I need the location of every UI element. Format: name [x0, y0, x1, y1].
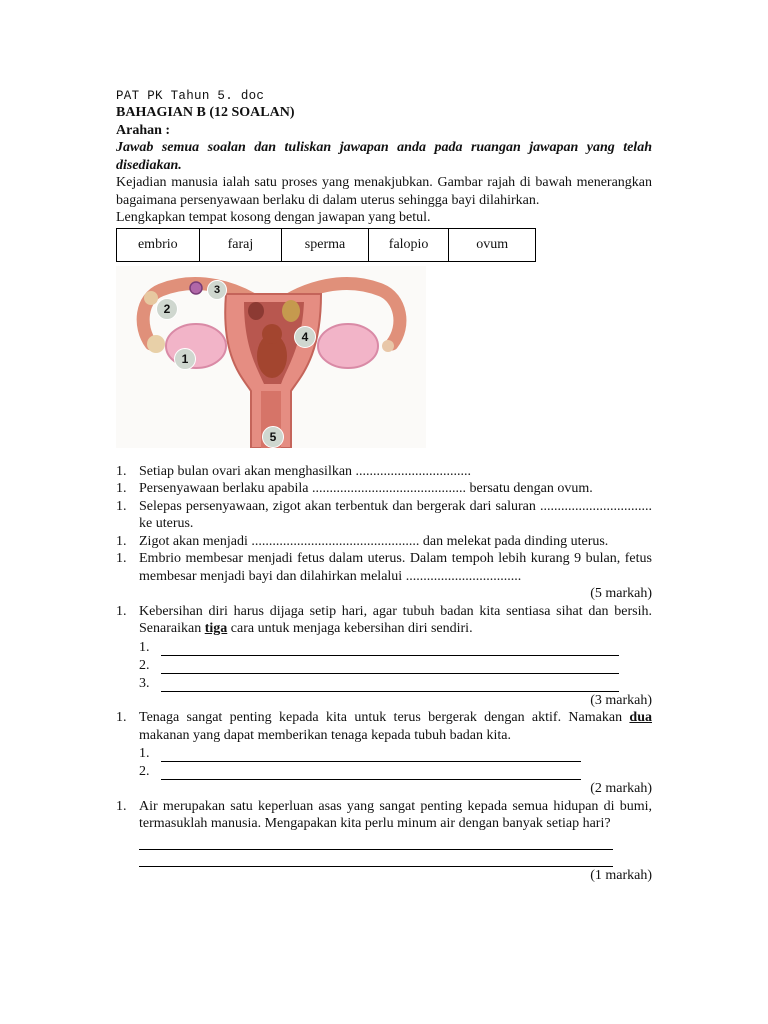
- diagram-label-2: 2: [156, 298, 178, 320]
- answer-row[interactable]: [116, 656, 652, 674]
- file-name: PAT PK Tahun 5. doc: [116, 89, 265, 103]
- question-emphasis: tiga: [204, 621, 228, 636]
- question-number: 1.: [116, 463, 127, 479]
- answer-number: 1.: [139, 746, 150, 761]
- answer-row[interactable]: [116, 638, 652, 656]
- q1-marks: (5 markah): [590, 586, 652, 601]
- q4-marks: (1 markah): [590, 867, 652, 883]
- diagram-label-5: 5: [262, 426, 284, 448]
- question-text: makanan yang dapat memberikan tenaga kepada tubuh badan kita.: [139, 727, 512, 743]
- q1-item: [116, 498, 652, 533]
- reproductive-system-diagram: [116, 266, 426, 448]
- question-text: Tenaga sangat penting kepada kita untuk terus bergerak dengan aktif. Namakan: [139, 710, 630, 725]
- diagram-label-3: 3: [207, 280, 227, 300]
- word-bank-item: falopio: [369, 229, 450, 261]
- answer-row[interactable]: [116, 762, 652, 780]
- word-bank: [116, 228, 536, 262]
- q4-question: [116, 798, 652, 833]
- uterus-illustration: [116, 266, 426, 448]
- question-number: 1.: [116, 551, 127, 566]
- diagram-label-4: 4: [294, 326, 316, 348]
- diagram-label-1: 1: [174, 348, 196, 370]
- answer-line[interactable]: [161, 749, 581, 762]
- question-text: Zigot akan menjadi ................................................ dan melekat pada dinding uterus.: [139, 533, 609, 549]
- intro-paragraph: Kejadian manusia ialah satu proses yang menakjubkan. Gambar rajah di bawah menerangkan bagaimana persenyawaan berlaku di dalam uterus sehingga bayi dilahirkan.: [116, 175, 652, 208]
- answer-line[interactable]: [139, 850, 613, 867]
- answer-number: 2.: [139, 764, 150, 779]
- answer-line[interactable]: [161, 679, 619, 692]
- question-emphasis: dua: [629, 710, 652, 725]
- question-number: 1.: [116, 603, 127, 619]
- instruction-text: Jawab semua soalan dan tuliskan jawapan anda pada ruangan jawapan yang telah disediakan.: [116, 140, 652, 173]
- question-number: 1.: [116, 533, 127, 549]
- question-text: Selepas persenyawaan, zigot akan terbentuk dan bergerak dari saluran ................................ ke uterus.: [139, 498, 652, 531]
- q2-question: [116, 603, 652, 638]
- question-text: Persenyawaan berlaku apabila ............................................ bersatu dengan ovum.: [139, 481, 593, 496]
- word-bank-item: embrio: [117, 229, 200, 261]
- answer-line[interactable]: [161, 767, 581, 780]
- section-title: BAHAGIAN B (12 SOALAN): [116, 105, 295, 120]
- question-text: Kebersihan diri harus dijaga setip hari, agar tubuh badan kita sentiasa sihat dan bersih. Senaraikan: [139, 603, 652, 636]
- question-number: 1.: [116, 498, 127, 514]
- intro-task: Lengkapkan tempat kosong dengan jawapan yang betul.: [116, 210, 431, 225]
- q1-item: [116, 533, 652, 551]
- q3-marks: (2 markah): [590, 781, 652, 796]
- answer-line[interactable]: [161, 661, 619, 674]
- q1-item: [116, 550, 652, 585]
- answer-number: 2.: [139, 657, 150, 673]
- answer-row[interactable]: [116, 674, 652, 692]
- q2-marks: (3 markah): [590, 692, 652, 708]
- q1-item: [116, 463, 652, 481]
- instruction-label: Arahan :: [116, 122, 171, 138]
- worksheet-page: [116, 88, 652, 884]
- answer-line[interactable]: [161, 643, 619, 656]
- word-bank-item: ovum: [476, 236, 509, 252]
- answer-line[interactable]: [139, 833, 613, 850]
- question-number: 1.: [116, 481, 127, 496]
- answer-row[interactable]: [116, 744, 652, 762]
- answer-number: 3.: [139, 675, 150, 691]
- q1-item: [116, 480, 652, 498]
- answer-number: 1.: [139, 639, 150, 655]
- q3-question: [116, 709, 652, 744]
- question-text: Embrio membesar menjadi fetus dalam uterus. Dalam tempoh lebih kurang 9 bulan, fetus membesar menjadi bayi dan dilahirkan melalui .................................: [139, 551, 652, 584]
- question-text: Setiap bulan ovari akan menghasilkan .................................: [139, 463, 472, 479]
- word-bank-item: sperma: [282, 229, 369, 261]
- question-text: Air merupakan satu keperluan asas yang sangat penting kepada semua hidupan di bumi, termasuklah manusia. Mengapakan kita perlu minum air dengan banyak setiap hari?: [139, 798, 652, 831]
- question-text: cara untuk menjaga kebersihan diri sendiri.: [227, 621, 473, 636]
- question-number: 1.: [116, 798, 127, 814]
- question-number: 1.: [116, 710, 127, 725]
- word-bank-item: faraj: [200, 229, 283, 261]
